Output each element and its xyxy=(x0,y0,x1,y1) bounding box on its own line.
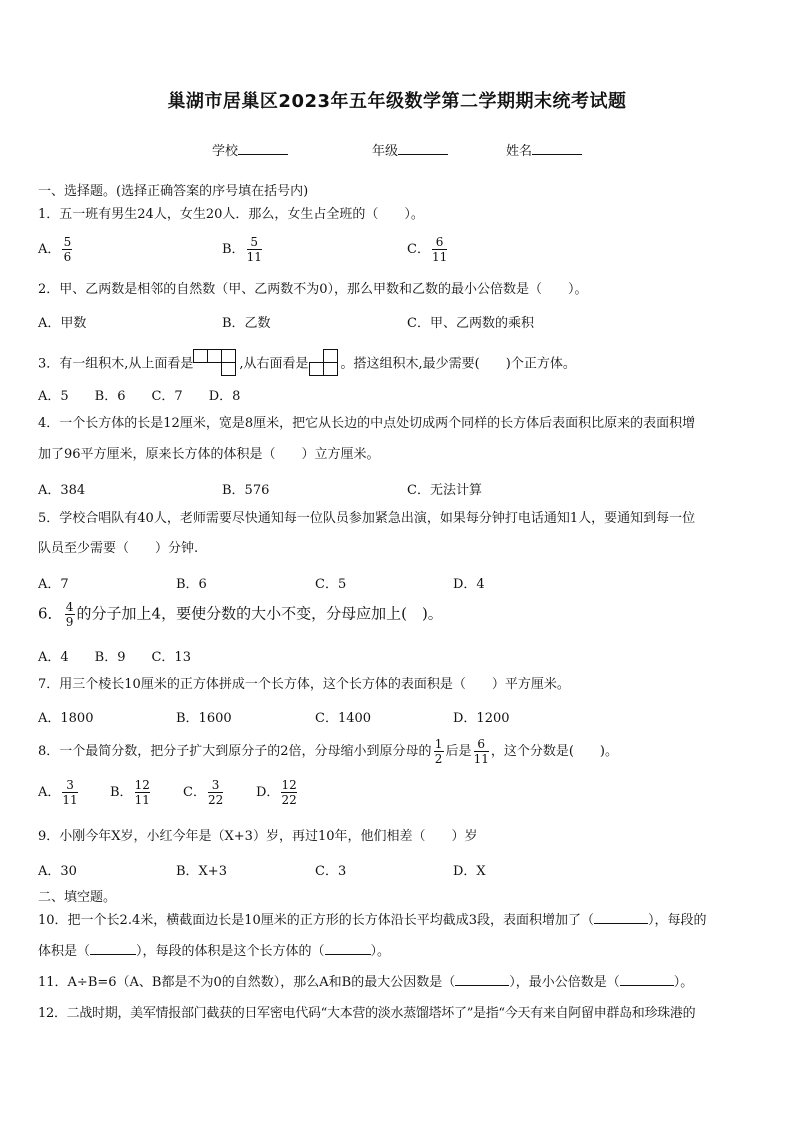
answer-blank[interactable] xyxy=(90,943,136,955)
page-title: 巢湖市居巢区2023年五年级数学第二学期期末统考试题 xyxy=(167,91,627,112)
q8-option-c: C． $\frac{3}{22}$ xyxy=(183,778,224,807)
q1-option-a: A． $\frac{5}{6}$ xyxy=(38,235,72,264)
q5-option-a: A．7 xyxy=(38,577,69,592)
question-7: 7．用三个棱长10厘米的正方体拼成一个长方体，这个长方体的表面积是（ ）平方厘米。 xyxy=(38,677,570,692)
section-choice-heading: 一、选择题。(选择正确答案的序号填在括号内) xyxy=(38,184,309,199)
answer-blank[interactable] xyxy=(620,974,674,986)
q4-option-b: B．576 xyxy=(222,483,270,498)
name-blank xyxy=(532,142,582,155)
answer-blank[interactable] xyxy=(455,974,509,986)
q4-option-a: A．384 xyxy=(38,483,86,498)
q2-option-a: A．甲数 xyxy=(38,316,87,331)
grade-blank xyxy=(398,142,448,155)
q8-option-a: A． $\frac{3}{11}$ xyxy=(38,778,78,807)
q1-option-c: C． $\frac{6}{11}$ xyxy=(407,235,448,264)
question-3: 3．有一组积木,从上面看是 ,从右面看是 。搭这组积木,最少需要( )个正方体。 xyxy=(38,349,576,379)
q2-option-c: C．甲、乙两数的乘积 xyxy=(407,316,534,331)
q4-option-c: C．无法计算 xyxy=(407,483,482,498)
question-6: 6． $\frac{4}{9}$ 的分子加上4，要使分数的大小不变，分母应加上( )。 xyxy=(38,600,443,629)
question-4-line-2: 加了96平方厘米，原来长方体的体积是（ ）立方厘米。 xyxy=(38,447,380,462)
school-field xyxy=(212,140,288,159)
q9-option-a: A．30 xyxy=(38,864,77,879)
fraction: $\frac{5}{11}$ xyxy=(246,235,262,264)
fraction: $\frac{3}{11}$ xyxy=(62,778,78,807)
q7-option-b: B．1600 xyxy=(176,711,232,726)
school-label: 学校 xyxy=(212,144,239,159)
grade-field xyxy=(372,140,448,159)
question-12: 12．二战时期，美军情报部门截获的日军密电代码“大本营的淡水蒸馏塔坏了”是指“今天有来自阿留申群岛和珍珠港的 xyxy=(38,1006,696,1021)
q2-option-b: B．乙数 xyxy=(222,316,271,331)
question-2: 2．甲、乙两数是相邻的自然数（甲、乙两数不为0），那么甲数和乙数的最小公倍数是（ ）。 xyxy=(38,282,588,297)
q7-option-d: D．1200 xyxy=(453,711,510,726)
grade-label: 年级 xyxy=(372,144,399,159)
fraction: $\frac{3}{22}$ xyxy=(207,778,224,807)
answer-blank[interactable] xyxy=(594,912,648,924)
fraction: $\frac{5}{6}$ xyxy=(63,235,72,264)
question-10-line-2: 体积是（ ），每段的体积是这个长方体的（ ）。 xyxy=(38,944,391,959)
question-9: 9．小刚今年X岁，小红今年是（X+3）岁，再过10年，他们相差（ ）岁 xyxy=(38,829,478,844)
name-field xyxy=(506,140,582,159)
name-label: 姓名 xyxy=(506,144,533,159)
q9-option-b: B．X+3 xyxy=(176,864,227,879)
question-5-line-2: 队员至少需要（ ）分钟. xyxy=(38,541,199,556)
question-8: 8．一个最简分数，把分子扩大到原分子的2倍，分母缩小到原分母的 $\frac{1}{2}$ 后是 $\frac{6}{11}$ ，这个分数是( )。 xyxy=(38,737,618,766)
q7-option-a: A．1800 xyxy=(38,711,94,726)
fraction: $\frac{12}{11}$ xyxy=(134,778,150,807)
fraction: $\frac{1}{2}$ xyxy=(434,737,443,766)
q9-option-d: D．X xyxy=(453,864,486,879)
school-blank xyxy=(238,142,288,155)
fraction: $\frac{6}{11}$ xyxy=(431,235,448,264)
q5-option-d: D．4 xyxy=(453,577,485,592)
q5-option-c: C．5 xyxy=(315,577,347,592)
q7-option-c: C．1400 xyxy=(315,711,372,726)
q8-option-b: B． $\frac{12}{11}$ xyxy=(110,778,150,807)
fraction: $\frac{6}{11}$ xyxy=(473,737,489,766)
top-view-figure xyxy=(193,349,239,379)
question-1: 1．五一班有男生24人，女生20人．那么，女生占全班的（ ）。 xyxy=(38,207,424,222)
question-11: 11．A÷B=6（A、B都是不为0的自然数），那么A和B的最大公因数是（ ），最小公倍数是（ ）。 xyxy=(38,975,694,990)
question-4-line-1: 4．一个长方体的长是12厘米，宽是8厘米，把它从长边的中点处切成两个同样的长方体后表面积比原来的表面积增 xyxy=(38,416,696,431)
fraction: $\frac{12}{22}$ xyxy=(281,778,297,807)
section-fill-heading: 二、填空题。 xyxy=(38,890,117,905)
fraction: $\frac{4}{9}$ xyxy=(65,600,74,629)
answer-blank[interactable] xyxy=(325,943,371,955)
question-10-line-1: 10．把一个长2.4米，横截面边长是10厘米的正方形的长方体沿长平均截成3段，表面积增加了（ ），每段的 xyxy=(38,913,707,928)
question-5-line-1: 5．学校合唱队有40人，老师需要尽快通知每一位队员参加紧急出演，如果每分钟打电话通知1人，要通知到每一位 xyxy=(38,511,696,526)
q5-option-b: B．6 xyxy=(176,577,207,592)
q1-option-b: B． $\frac{5}{11}$ xyxy=(222,235,262,264)
q9-option-c: C．3 xyxy=(315,864,347,879)
q8-option-d: D． $\frac{12}{22}$ xyxy=(256,778,297,807)
q6-options: A．4 B．9 C．13 xyxy=(38,650,191,665)
right-view-figure xyxy=(309,349,341,379)
q3-options: A．5 B．6 C．7 D．8 xyxy=(38,389,241,404)
